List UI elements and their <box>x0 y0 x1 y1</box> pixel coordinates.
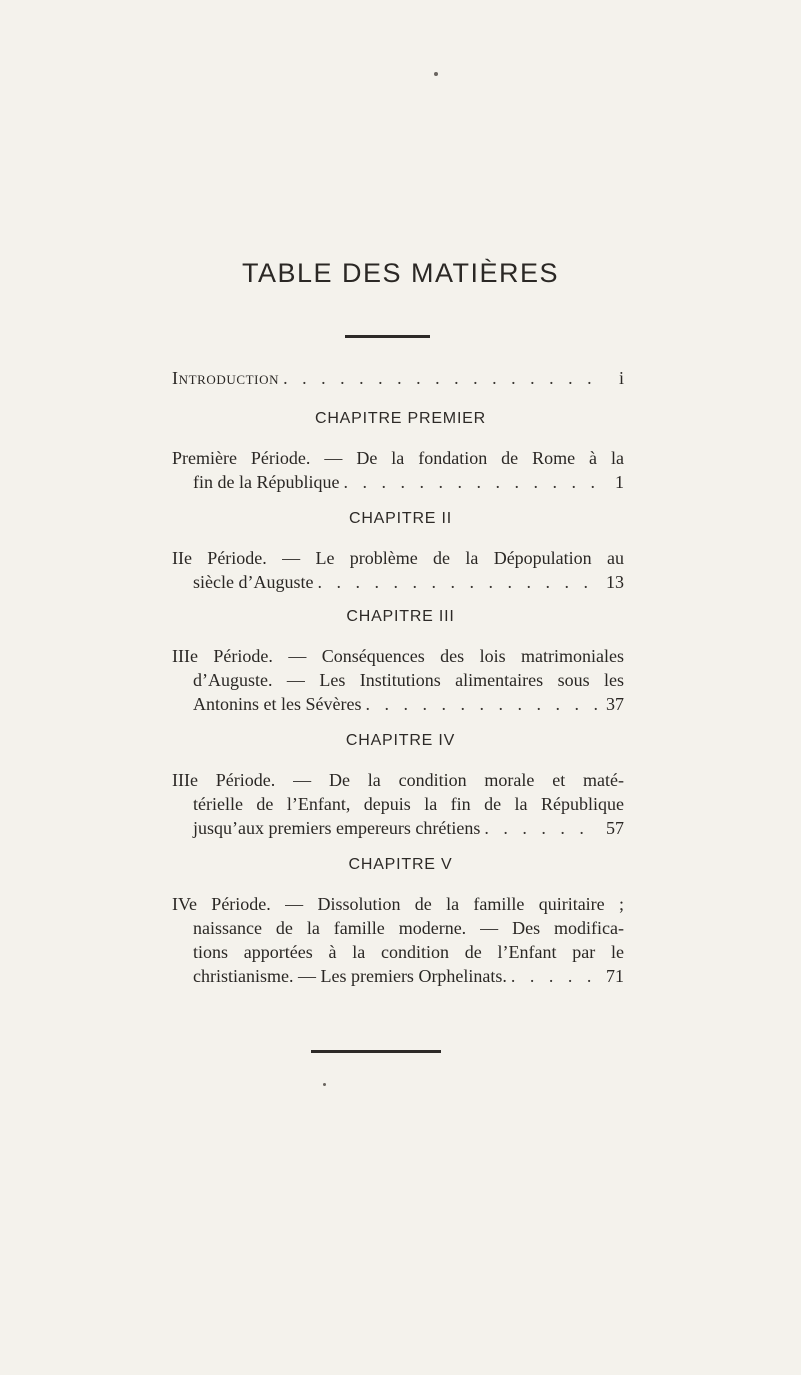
entry-text: jusqu’aux premiers empereurs chrétiens <box>193 818 481 838</box>
entry-text: fin de la République <box>193 472 340 492</box>
chapter-heading: CHAPITRE II <box>348 510 453 527</box>
entry-line <box>172 940 624 964</box>
toc-entry-chapter-5 <box>172 892 624 988</box>
entry-text: d’Auguste. — Les Institutions alimentaires sous les <box>193 670 624 690</box>
toc-entry-chapter-1 <box>172 446 624 494</box>
title-rule <box>345 335 430 338</box>
paper-speck <box>434 72 438 76</box>
paper-speck <box>323 1083 326 1086</box>
entry-line <box>172 546 624 570</box>
closing-rule <box>311 1050 441 1053</box>
toc-entry-introduction <box>172 366 624 390</box>
entry-line <box>172 916 624 940</box>
entry-line <box>172 470 624 494</box>
entry-line <box>172 768 624 792</box>
leader-dots <box>343 470 598 494</box>
entry-line <box>172 644 624 668</box>
entry-text: naissance de la famille moderne. — Des modifica- <box>193 918 624 938</box>
chapter-heading: CHAPITRE III <box>346 608 455 625</box>
entry-text: IIIe Période. — De la condition morale et maté- <box>172 770 624 790</box>
entry-text: IIIe Période. — Conséquences des lois matrimoniales <box>172 646 624 666</box>
toc-entry-chapter-2 <box>172 546 624 594</box>
chapter-heading: CHAPITRE PREMIER <box>314 410 487 427</box>
entry-page-number: 57 <box>606 818 624 838</box>
entry-line <box>172 792 624 816</box>
leader-dots <box>365 692 598 716</box>
chapter-heading: CHAPITRE IV <box>345 732 456 749</box>
entry-text: Première Période. — De la fondation de Rome à la <box>172 448 624 468</box>
entry-text: Antonins et les Sévères <box>193 694 362 714</box>
leader-dots <box>511 964 598 988</box>
entry-text: siècle d’Auguste <box>193 572 314 592</box>
toc-entry-chapter-4 <box>172 768 624 840</box>
entry-page-number: i <box>618 368 624 388</box>
entry-page-number: 13 <box>606 572 624 592</box>
entry-text: térielle de l’Enfant, depuis la fin de la République <box>193 794 624 814</box>
leader-dots <box>484 816 598 840</box>
entry-text: IIe Période. — Le problème de la Dépopulation au <box>172 548 624 568</box>
entry-line <box>172 570 624 594</box>
entry-text: IVe Période. — Dissolution de la famille quiritaire ; <box>172 894 624 914</box>
page-title: TABLE DES MATIÈRES <box>241 258 560 288</box>
entry-text: tions apportées à la condition de l’Enfant par le <box>193 942 624 962</box>
chapter-heading: CHAPITRE V <box>348 856 453 873</box>
entry-line <box>172 692 624 716</box>
entry-line <box>172 816 624 840</box>
leader-dots <box>317 570 598 594</box>
entry-line <box>172 892 624 916</box>
toc-entry-chapter-3 <box>172 644 624 716</box>
leader-dots <box>283 366 598 390</box>
entry-label: Introduction <box>172 368 280 388</box>
entry-line <box>172 446 624 470</box>
entry-text: christianisme. — Les premiers Orphelinats. <box>193 966 507 986</box>
entry-page-number: 1 <box>615 472 624 492</box>
entry-page-number: 71 <box>606 966 624 986</box>
entry-page-number: 37 <box>606 694 624 714</box>
entry-line <box>172 964 624 988</box>
entry-line <box>172 668 624 692</box>
